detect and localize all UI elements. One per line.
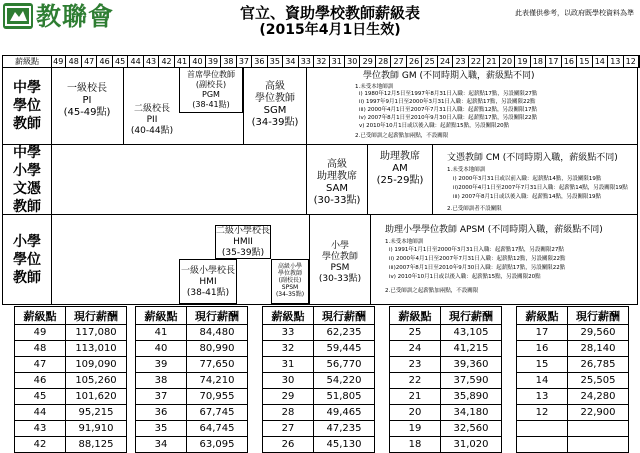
scale-point: 39: [206, 56, 221, 67]
salary-amount-cell: 26,785: [568, 357, 629, 373]
table-row: [15, 405, 127, 421]
scale-point: 47: [82, 56, 97, 67]
salary-amount-cell: 80,990: [187, 341, 248, 357]
section-secondary-degree: [2, 67, 638, 145]
spsm-sub: 學位教師: [277, 270, 302, 277]
psm-title: 小學: [330, 241, 349, 251]
salary-point-cell: 40: [136, 341, 187, 357]
scale-point: 46: [97, 56, 112, 67]
salary-point-cell: 49: [15, 325, 66, 341]
salary-point-cell: 22: [390, 373, 441, 389]
detail-line: v) 2010年10月1日或以後入職：起薪點15點，另設關限20點: [359, 123, 510, 129]
salary-amount-cell: [568, 421, 629, 437]
scale-point: 26: [407, 56, 422, 67]
table-row: [263, 373, 375, 389]
block-pgm: [179, 67, 243, 113]
salary-amount-cell: 88,125: [66, 437, 127, 453]
col-header-salary: 現行薪酬: [66, 307, 127, 325]
salary-point-cell: 28: [263, 405, 314, 421]
divider: [432, 145, 433, 214]
scale-point: 13: [608, 56, 623, 67]
scale-point: 20: [500, 56, 515, 67]
col-header-point: 薪級點: [390, 307, 441, 325]
table-row: [390, 373, 502, 389]
salary-point-cell: 47: [15, 357, 66, 373]
salary-point-cell: 15: [517, 357, 568, 373]
salary-amount-cell: 56,770: [314, 357, 375, 373]
table-row: [390, 437, 502, 453]
block-hmi: [179, 259, 237, 304]
scale-point: 27: [391, 56, 406, 67]
col-header-point: 薪級點: [517, 307, 568, 325]
detail-line: iv) 2007年8月1日至2010年9月30日入職：起薪點17點，另設關限22點: [359, 115, 538, 121]
detail-line: iii) 2000年4月1日至2007年7月31日入職：起薪點12點，另設關限17點: [359, 107, 537, 113]
spsm-range: (34-35點): [275, 291, 305, 298]
scale-point: 24: [438, 56, 453, 67]
scale-label: 薪級點: [3, 56, 52, 67]
pgm-code: PGM: [202, 90, 220, 99]
table-row: [15, 437, 127, 453]
gm-footer: 2.已受師訓之起薪點加兩點，不設關限: [355, 133, 449, 139]
divider: [370, 215, 371, 304]
salary-point-cell: 42: [15, 437, 66, 453]
salary-table: [389, 306, 502, 453]
table-row: [263, 357, 375, 373]
table-row: [15, 373, 127, 389]
salary-point-cell: 36: [136, 405, 187, 421]
salary-point-cell: 30: [263, 373, 314, 389]
col-header-salary: 現行薪酬: [314, 307, 375, 325]
salary-point-cell: 46: [15, 373, 66, 389]
section-certificate: [2, 145, 638, 215]
scale-point: 32: [314, 56, 329, 67]
row-label-text: 中學 學位 教師: [13, 79, 41, 132]
salary-amount-cell: 24,280: [568, 389, 629, 405]
psm-sub: 學位教師: [321, 252, 358, 262]
am-range: (25-29點): [376, 175, 424, 186]
disclaimer-note: 此表僅供參考，以政府既學校資料為準: [515, 9, 634, 17]
cm-sub: 1.未受本地師訓: [447, 167, 486, 173]
scale-point: 35: [268, 56, 283, 67]
scale-point: 15: [577, 56, 592, 67]
spsm-sub2: (副校長): [278, 277, 302, 284]
block-psm: [310, 241, 370, 285]
gm-title: 學位教師 GM (不同時期入職，薪級點不同): [363, 71, 535, 81]
psm-code: PSM: [330, 263, 350, 273]
table-row: [136, 389, 248, 405]
block-am: [368, 151, 432, 187]
scale-point: 36: [252, 56, 267, 67]
salary-amount-cell: 49,465: [314, 405, 375, 421]
salary-amount-cell: [568, 437, 629, 453]
scale-point: 30: [345, 56, 360, 67]
salary-point-cell: 27: [263, 421, 314, 437]
salary-point-cell: 17: [517, 325, 568, 341]
cm-footer: 2.已受師訓者不設關限: [447, 206, 502, 212]
hmi-code: HMI: [199, 277, 217, 287]
salary-amount-cell: 28,140: [568, 341, 629, 357]
pii-code: PII: [146, 115, 158, 125]
salary-point-cell: 41: [136, 325, 187, 341]
table-row: [136, 325, 248, 341]
scale-point: 31: [330, 56, 345, 67]
detail-line: ii)2000年4月1日至2007年7月31日入職：起薪點14點，另設關限19點: [453, 185, 628, 191]
pi-title: 一級校長: [67, 83, 107, 94]
scale-point: 22: [469, 56, 484, 67]
scale-point: 40: [190, 56, 205, 67]
scale-point: 37: [237, 56, 252, 67]
pi-range: (45-49點): [63, 107, 111, 118]
scale-point: 41: [175, 56, 190, 67]
row-label-secondary-degree: [3, 67, 52, 144]
salary-amount-cell: 95,215: [66, 405, 127, 421]
salary-amount-cell: 54,220: [314, 373, 375, 389]
salary-amount-cell: 47,235: [314, 421, 375, 437]
table-row: [517, 357, 629, 373]
salary-point-cell: 23: [390, 357, 441, 373]
salary-amount-cell: 70,955: [187, 389, 248, 405]
scale-point: 44: [128, 56, 143, 67]
gm-sub: 1.未受本地師訓: [355, 84, 394, 90]
scale-point: 12: [624, 56, 639, 67]
row-label-certificate: [3, 145, 52, 214]
col-header-salary: 現行薪酬: [568, 307, 629, 325]
pii-range: (40-44點): [130, 126, 174, 136]
salary-point-cell: [517, 437, 568, 453]
block-sam: [307, 159, 367, 207]
salary-point-cell: 43: [15, 421, 66, 437]
scale-point: 49: [51, 56, 66, 67]
table-row: [517, 389, 629, 405]
pgm-range: (38-41點): [192, 100, 230, 109]
salary-amount-cell: 117,080: [66, 325, 127, 341]
table-row: [263, 421, 375, 437]
sam-code: SAM: [325, 183, 348, 194]
salary-point-cell: 48: [15, 341, 66, 357]
col-header-point: 薪級點: [15, 307, 66, 325]
table-row: [517, 341, 629, 357]
salary-point-cell: [517, 421, 568, 437]
detail-line: iii) 2007年8月1日或以後入職：起薪點14點，另設關限19點: [453, 194, 601, 200]
salary-point-cell: 44: [15, 405, 66, 421]
sgm-sub: 學位教師: [255, 93, 295, 104]
detail-line: iii)2007年8月1日至2010年9月30日入職：起薪點17點，另設關限22點: [389, 265, 566, 271]
table-row: [263, 437, 375, 453]
table-row: [136, 357, 248, 373]
sam-sub: 助理教席: [317, 171, 357, 182]
salary-amount-cell: 74,210: [187, 373, 248, 389]
salary-amount-cell: 41,215: [441, 341, 502, 357]
scale-point: 19: [515, 56, 530, 67]
salary-point-cell: 25: [390, 325, 441, 341]
salary-table: [135, 306, 248, 453]
table-row: [390, 325, 502, 341]
table-row: [517, 421, 629, 437]
psm-range: (30-33點): [318, 274, 362, 284]
salary-amount-cell: 109,090: [66, 357, 127, 373]
table-row: [136, 437, 248, 453]
scale-point: 45: [113, 56, 128, 67]
hmi-range: (38-41點): [186, 288, 230, 298]
apsm-title: 助理小學學位教師 APSM (不同時期入職，薪級點不同): [385, 225, 603, 235]
salary-point-cell: 32: [263, 341, 314, 357]
scale-point: 16: [562, 56, 577, 67]
salary-amount-cell: 59,445: [314, 341, 375, 357]
salary-point-cell: 14: [517, 373, 568, 389]
table-row: [263, 389, 375, 405]
salary-amount-cell: 29,560: [568, 325, 629, 341]
scale-point: 33: [299, 56, 314, 67]
sgm-title: 高級: [265, 81, 285, 92]
table-row: [263, 325, 375, 341]
salary-point-cell: 21: [390, 389, 441, 405]
salary-point-cell: 35: [136, 421, 187, 437]
salary-point-cell: 18: [390, 437, 441, 453]
hmii-code: HMII: [233, 237, 253, 247]
table-row: [136, 421, 248, 437]
logo-text: 教聯會: [36, 2, 115, 31]
section-primary-degree: [2, 215, 638, 305]
salary-table: [262, 306, 375, 453]
salary-point-cell: 16: [517, 341, 568, 357]
logo-icon: [3, 3, 33, 29]
scale-point: 42: [159, 56, 174, 67]
scale-point: 38: [221, 56, 236, 67]
col-header-point: 薪級點: [136, 307, 187, 325]
salary-point-cell: 19: [390, 421, 441, 437]
divider: [306, 67, 307, 144]
salary-point-cell: 13: [517, 389, 568, 405]
salary-point-cell: 38: [136, 373, 187, 389]
table-row: [517, 325, 629, 341]
salary-amount-cell: 37,590: [441, 373, 502, 389]
page-title: 官立、資助學校教師薪級表: [239, 4, 420, 22]
salary-point-cell: 33: [263, 325, 314, 341]
table-row: [136, 341, 248, 357]
table-row: [263, 341, 375, 357]
salary-point-cell: 24: [390, 341, 441, 357]
salary-point-cell: 34: [136, 437, 187, 453]
salary-amount-cell: 32,560: [441, 421, 502, 437]
block-spsm: [271, 259, 309, 304]
salary-table: [14, 306, 127, 453]
table-row: [263, 405, 375, 421]
scale-point: 43: [144, 56, 159, 67]
detail-line: i) 2000年3月31日或以前入職：起薪點14點，另設關限19點: [453, 176, 602, 182]
salary-point-cell: 29: [263, 389, 314, 405]
salary-amount-cell: 77,650: [187, 357, 248, 373]
spsm-title: 高級小學: [277, 263, 302, 270]
salary-amount-cell: 67,745: [187, 405, 248, 421]
scale-point: 48: [66, 56, 81, 67]
sgm-code: SGM: [263, 105, 287, 116]
block-pii: [124, 104, 180, 137]
table-row: [390, 341, 502, 357]
salary-amount-cell: 34,180: [441, 405, 502, 421]
salary-point-cell: 12: [517, 405, 568, 421]
salary-amount-cell: 113,010: [66, 341, 127, 357]
salary-amount-cell: 45,130: [314, 437, 375, 453]
block-pi: [51, 83, 123, 119]
salary-amount-cell: 101,620: [66, 389, 127, 405]
salary-point-cell: 39: [136, 357, 187, 373]
table-row: [390, 357, 502, 373]
salary-amount-cell: 22,900: [568, 405, 629, 421]
table-row: [15, 357, 127, 373]
salary-amount-cell: 35,890: [441, 389, 502, 405]
salary-amount-cell: 31,020: [441, 437, 502, 453]
salary-amount-cell: 43,105: [441, 325, 502, 341]
table-row: [390, 405, 502, 421]
scale-point: 23: [453, 56, 468, 67]
salary-amount-cell: 91,910: [66, 421, 127, 437]
table-row: [390, 389, 502, 405]
row-label-text: 中學 小學 文憑 教師: [13, 144, 41, 215]
pii-title: 二級校長: [133, 104, 170, 114]
row-label-primary-degree: [3, 215, 52, 304]
block-hmii: [215, 225, 271, 259]
salary-table: [516, 306, 629, 453]
hmii-title: 二級小學校長: [216, 226, 271, 236]
table-row: [15, 421, 127, 437]
block-sgm: [244, 81, 306, 129]
salary-amount-cell: 39,360: [441, 357, 502, 373]
salary-amount-cell: 51,805: [314, 389, 375, 405]
table-row: [15, 341, 127, 357]
table-row: [390, 421, 502, 437]
scale-point: 29: [360, 56, 375, 67]
am-title: 助理教席: [380, 151, 420, 162]
pgm-title: 首席學位教師: [187, 70, 235, 79]
detail-line: ii) 2000年4月1日至2007年7月31日入職：起薪點12點，另設關限22點: [389, 256, 566, 262]
pi-code: PI: [82, 95, 92, 106]
sgm-range: (34-39點): [251, 117, 299, 128]
scale-point: 34: [283, 56, 298, 67]
am-code: AM: [392, 163, 408, 174]
salary-amount-cell: 64,745: [187, 421, 248, 437]
page-subtitle: (2015年4月1日生效): [259, 22, 401, 38]
sam-range: (30-33點): [313, 195, 361, 206]
pgm-sub: (副校長): [195, 80, 227, 89]
scale-point: 14: [593, 56, 608, 67]
salary-point-cell: 20: [390, 405, 441, 421]
table-row: [517, 437, 629, 453]
salary-point-cell: 37: [136, 389, 187, 405]
hmi-title: 一級小學校長: [180, 266, 235, 276]
table-row: [517, 405, 629, 421]
scale-point: 17: [546, 56, 561, 67]
scale-point: 25: [422, 56, 437, 67]
row-label-text: 小學 學位 教師: [13, 233, 41, 286]
detail-line: i) 1980年12月5日至1997年8月31日入職：起薪點17點，另設關限27點: [359, 91, 538, 97]
apsm-footer: 2.已受師訓之起薪點加兩點，不設關限: [385, 288, 479, 294]
salary-amount-cell: 62,235: [314, 325, 375, 341]
scale-point: 21: [484, 56, 499, 67]
scale-point: 28: [376, 56, 391, 67]
detail-line: ii) 1997年9月1日至2000年3月31日入職：起薪點17點，另設關限22點: [359, 99, 536, 105]
detail-line: i) 1991年1月1日至2000年3月31日入職：起薪點17點，另設關限27點: [389, 247, 564, 253]
salary-amount-cell: 105,260: [66, 373, 127, 389]
salary-amount-cell: 25,505: [568, 373, 629, 389]
col-header-salary: 現行薪酬: [441, 307, 502, 325]
table-row: [136, 373, 248, 389]
col-header-salary: 現行薪酬: [187, 307, 248, 325]
spsm-code: SPSM: [281, 284, 299, 291]
table-row: [15, 389, 127, 405]
table-row: [136, 405, 248, 421]
salary-point-cell: 26: [263, 437, 314, 453]
table-row: [517, 373, 629, 389]
apsm-sub: 1.未受本地師訓: [385, 239, 424, 245]
scale-point: 18: [531, 56, 546, 67]
table-row: [15, 325, 127, 341]
col-header-point: 薪級點: [263, 307, 314, 325]
salary-point-cell: 31: [263, 357, 314, 373]
sam-title: 高級: [327, 159, 347, 170]
salary-amount-cell: 84,480: [187, 325, 248, 341]
salary-point-cell: 45: [15, 389, 66, 405]
hmii-range: (35-39點): [221, 248, 265, 258]
detail-line: iv) 2010年10月1日或以後入職：起薪點15點，另設關限20點: [389, 274, 541, 280]
cm-title: 文憑教師 CM (不同時期入職，薪級點不同): [447, 153, 618, 163]
salary-amount-cell: 63,095: [187, 437, 248, 453]
